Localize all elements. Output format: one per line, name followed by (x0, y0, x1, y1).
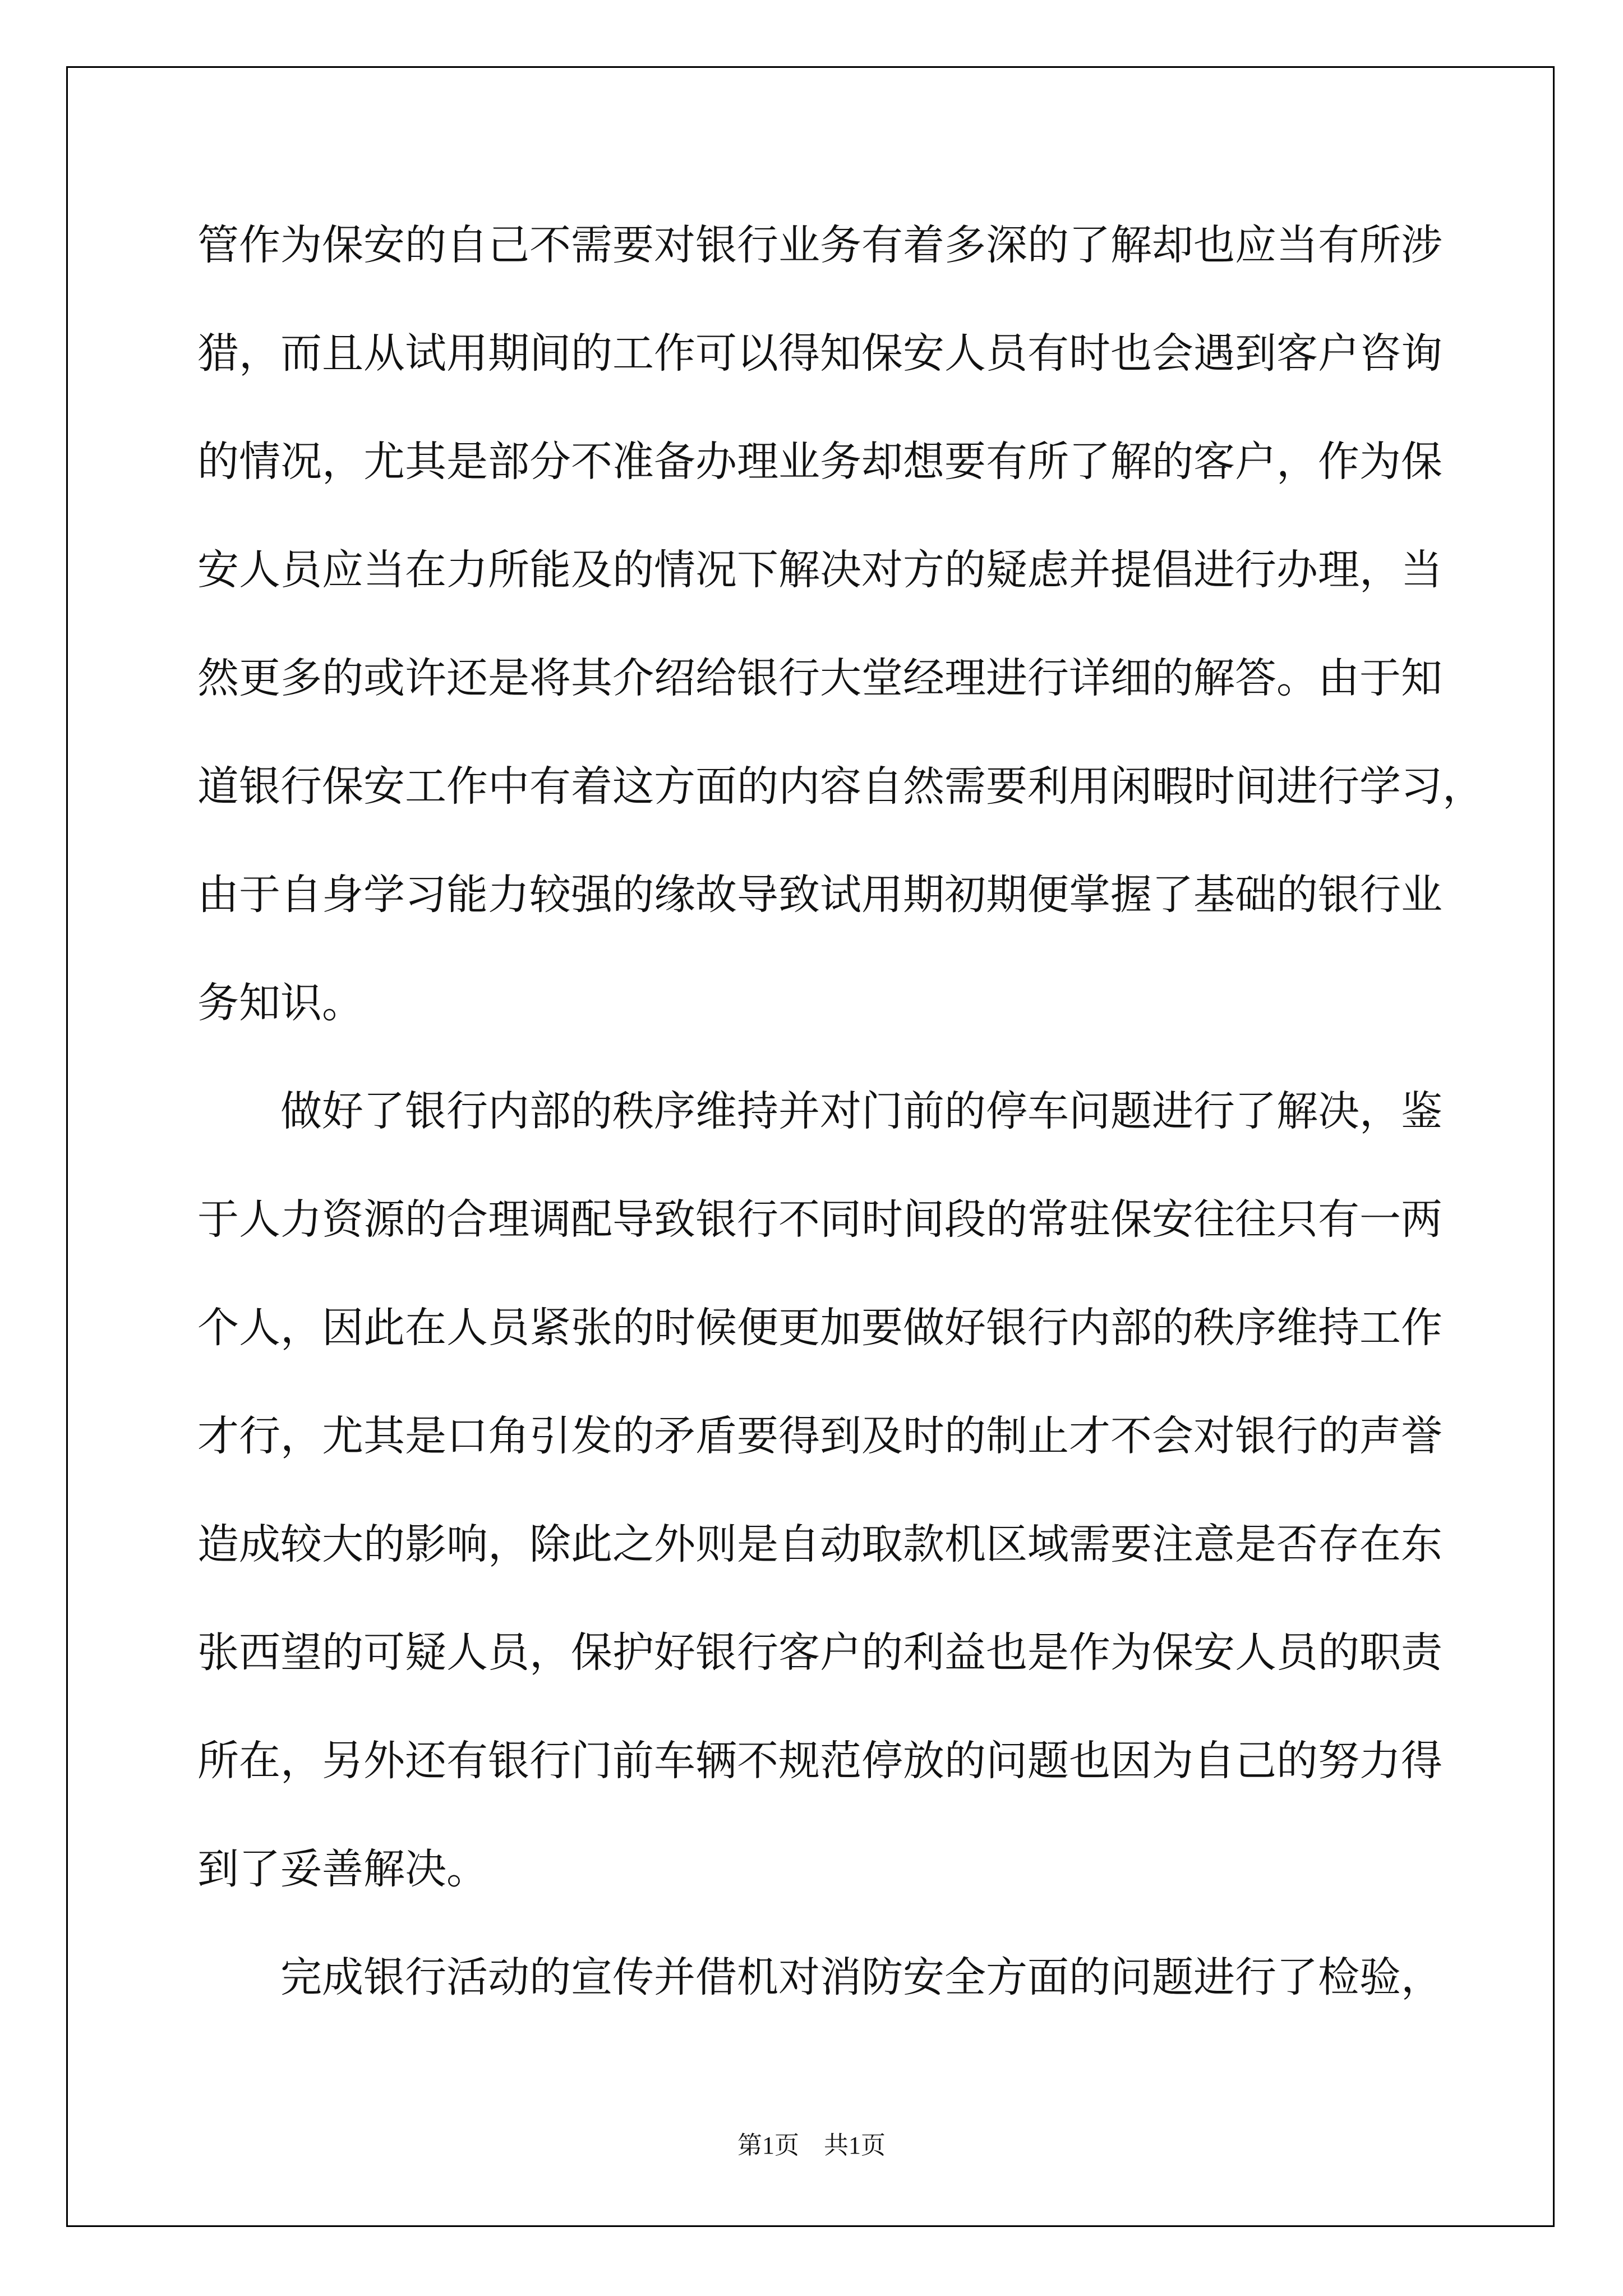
paragraph-2-line-6: 张西望的可疑人员，保护好银行客户的利益也是作为保安人员的职责 (197, 1628, 1442, 1677)
paragraph-2-line-8: 到了妥善解决。 (197, 1845, 488, 1893)
paragraph-2-line-2: 于人力资源的合理调配导致银行不同时间段的常驻保安往往只有一两 (197, 1195, 1442, 1244)
paragraph-1-line-4: 安人员应当在力所能及的情况下解决对方的疑虑并提倡进行办理，当 (197, 546, 1442, 594)
paragraph-2-line-1: 做好了银行内部的秩序维持并对门前的停车问题进行了解决，鉴 (280, 1087, 1442, 1135)
paragraph-1-line-2: 猎，而且从试用期间的工作可以得知保安人员有时也会遇到客户咨询 (197, 329, 1442, 378)
paragraph-1-line-8: 务知识。 (197, 979, 363, 1027)
paragraph-1-line-3: 的情况，尤其是部分不准备办理业务却想要有所了解的客户，作为保 (197, 438, 1442, 486)
paragraph-3-line-1: 完成银行活动的宣传并借机对消防安全方面的问题进行了检验， (280, 1953, 1442, 2001)
page-border (66, 66, 1555, 2227)
paragraph-2-line-7: 所在，另外还有银行门前车辆不规范停放的问题也因为自己的努力得 (197, 1737, 1442, 1785)
paragraph-1-line-6: 道银行保安工作中有着这方面的内容自然需要利用闲暇时间进行学习， (197, 762, 1484, 811)
paragraph-1-line-7: 由于自身学习能力较强的缘故导致试用期初期便掌握了基础的银行业 (197, 871, 1442, 919)
paragraph-2-line-4: 才行，尤其是口角引发的矛盾要得到及时的制止才不会对银行的声誉 (197, 1412, 1442, 1460)
page-number-footer: 第1页 共1页 (737, 2132, 886, 2159)
paragraph-2-line-5: 造成较大的影响，除此之外则是自动取款机区域需要注意是否存在东 (197, 1520, 1442, 1568)
paragraph-1-line-1: 管作为保安的自己不需要对银行业务有着多深的了解却也应当有所涉 (197, 221, 1442, 269)
paragraph-1-line-5: 然更多的或许还是将其介绍给银行大堂经理进行详细的解答。由于知 (197, 654, 1442, 702)
paragraph-2-line-3: 个人，因此在人员紧张的时候便更加要做好银行内部的秩序维持工作 (197, 1304, 1442, 1352)
